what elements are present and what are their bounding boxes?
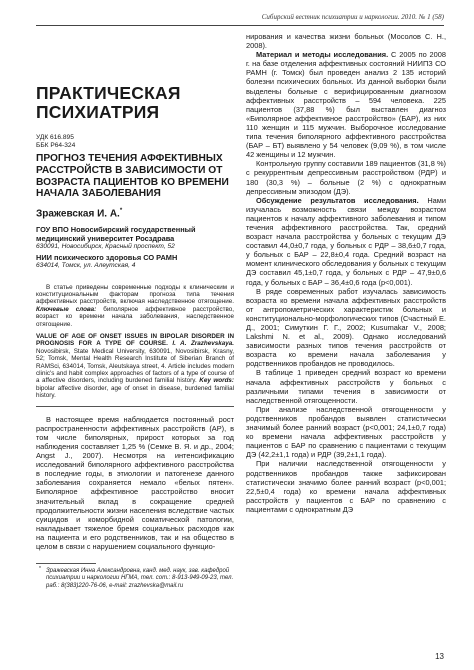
paragraph bbox=[246, 459, 446, 514]
paragraph bbox=[246, 50, 446, 159]
paragraph-text: С 2005 по 2008 г. на базе отделения аффективных состояний НИИПЗ СО РАМН (г. Томск) был проведен анализ 2 135 историй болезни психических больных. Из данной выборки были выделены больные с верифицированным диагнозом аффективных расстройств – 594 человека. 225 пациентов (37,88 %) был выставлен диагноз «Биполярное аффективное расстройство» (БАР), из них 110 женщин и 115 мужчин. Выборочное исследование типа течения биполярного аффективного расстройства (БАР – БТ) выявлено у 54 человек (9,09 %), в том числе 42 женщины и 12 мужчин. bbox=[246, 50, 446, 160]
abstract-en bbox=[36, 333, 234, 400]
paragraph-text: При анализе наследственной отягощенности у родственников пробандов выявлен статистически значимый более ранний возраст (p<0,001; 24,1±0,7 года) ко времени начала аффективных расстройств у пациентов с БАР по сравнению с пациентами с текущим ДЭ (42,2±1,1 года) и РДР (39,2±1,1 года). bbox=[246, 404, 446, 460]
paragraph bbox=[246, 368, 446, 404]
author-line bbox=[36, 207, 234, 218]
affiliation bbox=[36, 253, 234, 270]
abstract-divider bbox=[36, 406, 234, 407]
affiliation-address: 634014, Томск, ул. Алеутская, 4 bbox=[36, 261, 136, 269]
bbk-code: ББК Р64-324 bbox=[36, 142, 76, 149]
paragraph-text: Нами изучалась возможность связи между возрастом пациентов к началу аффективного заболевания и типом течения аффективного расстройства. Так, средний возраст начала расстройства у больных с текущим ДЭ составил 44,0±0,7 года, у больных с РДР – 38,6±0,7 года, у больных с БАР – 22,8±0,4 года. Средний возраст на момент клинического обследования у больных с текущим ДЭ составил 45,1±0,7 года, у больных с РДР – 47,9±0,6 года, у больных с БАР – 36,4±0,6 года (p<0,001). bbox=[246, 195, 446, 287]
abstract-en-author: I. A. Zrazhevskaya. bbox=[172, 340, 235, 348]
affiliation bbox=[36, 225, 234, 251]
abstract-en-keywords-label: Key words: bbox=[199, 377, 235, 385]
article-title: ПРОГНОЗ ТЕЧЕНИЯ АФФЕКТИВНЫХ РАССТРОЙСТВ В ЗАВИСИМОСТИ ОТ ВОЗРАСТА ПАЦИЕНТОВ КО ВРЕМЕНИ НАЧАЛА ЗАБОЛЕВАНИЯ bbox=[36, 153, 229, 200]
paragraph-text: В ряде современных работ изучалась зависимость возраста ко времени начала аффективных расстройств от антропометрических характеристик больных и конституционально-морфологических типов (Счастный Е. Д., 2001; Симуткин Г. Г., 2002; Kusumakar V., 2008; Lakshmi N. et al., 2009). Однако исследований зависимости разных типов течения расстройств от возраста ко времени начала заболевания у родственников пробандов не проводилось. bbox=[246, 286, 446, 369]
paragraph bbox=[246, 405, 446, 460]
paragraph bbox=[246, 287, 446, 369]
udk-code: УДК 616.895 bbox=[36, 134, 74, 141]
abstract-ru bbox=[36, 284, 234, 328]
subsection-heading: Обсуждение результатов исследования. bbox=[256, 195, 419, 205]
abstract-en-keywords: bipolar affective disorder, age of onset in disease, burdened familial history. bbox=[36, 384, 234, 400]
abstract-ru-keywords-label: Ключевые слова: bbox=[36, 305, 97, 313]
classification-codes bbox=[36, 134, 234, 150]
paragraph bbox=[246, 32, 446, 50]
footnote-rule bbox=[36, 563, 96, 564]
paragraph-text: Контрольную группу составили 189 пациентов (31,8 %) с рекуррентным депрессивным расстройством (РДР) и 180 (30,3 %) – больные (2 %) с однократным депрессивным эпизодом (ДЭ). bbox=[246, 159, 446, 196]
right-column bbox=[246, 32, 446, 514]
section-title: ПРАКТИЧЕСКАЯ ПСИХИАТРИЯ bbox=[36, 83, 181, 122]
author-footnote-mark: * bbox=[119, 208, 123, 215]
page-number: 13 bbox=[435, 652, 444, 661]
paragraph-text: При наличии наследственной отягощенности у родственников пробандов также зафиксирован статистически значимо более ранний возраст (p<0,001; 22,5±0,4 года) ко времени начала аффективных расстройств у пациентов с БАР по сравнению с пациентами с однократным ДЭ bbox=[246, 459, 446, 514]
right-body-text bbox=[246, 32, 446, 514]
left-body-text bbox=[36, 415, 234, 551]
paragraph-text: нирования и качества жизни больных (Мосолов С. Н., 2008). bbox=[246, 32, 446, 51]
abstract-ru-keywords: биполярное аффективное расстройство, возраст ко времени начала заболевания, наследственное отягощение. bbox=[36, 305, 234, 328]
subsection-heading: Материал и методы исследования. bbox=[256, 50, 389, 60]
abstract-en-title: VALUE OF AGE OF ONSET ISSUES IN BIPOLAR DISORDER IN PROGNOSIS FOR A TYPE OF COURSE. bbox=[36, 333, 234, 348]
footnote-text: Зражевская Инна Александровна, канд. мед. наук, зав. кафедрой психиатрии и наркологии НГМА, тел. сот.: 8-913-949-09-23, тел. раб.: 8(383)220-76-06, e-mail: zrazhevska@mail.ru bbox=[46, 568, 234, 589]
paragraph-text: В таблице 1 приведен средний возраст ко времени начала аффективных расстройств у больных с различными типами течения в зависимости от наследственной отягощенности. bbox=[246, 368, 446, 405]
author-name: Зражевская И. А. bbox=[36, 208, 120, 220]
running-head: Сибирский вестник психиатрии и наркологии. 2010. № 1 (58) bbox=[261, 13, 444, 21]
affiliation-org: ГОУ ВПО Новосибирский государственный медицинский университет Росздрава bbox=[36, 224, 196, 243]
author-footnote bbox=[36, 568, 234, 590]
left-column bbox=[36, 32, 234, 590]
paragraph bbox=[246, 159, 446, 195]
abstract-en-text: Novosibirsk, State Medical University, 630091, Novosibirsk, Krasny, 52; Tomsk, Mental Health Research Institute of Siberian Branch of RAMSci, 634014, Tomsk, Aleutskaya street, 4. Article includes modern clinic's and habit complex approaches of factors of a type of course of a affective disorders, including burdened familial history. bbox=[36, 347, 234, 385]
abstract-ru-text: В статье приведены современные подходы к клиническим и конституциональным факторам прогноза типа течения аффективных расстройств, включая наследственное отягощение. bbox=[36, 283, 234, 306]
header-rule bbox=[36, 25, 444, 26]
affiliations bbox=[36, 225, 234, 270]
paragraph: В настоящее время наблюдается постоянный рост распространенности аффективных расстройств (АР), в том числе биполярных, прирост которых за год наблюдения составляет 1,25 % (Семке В. Я. и др., 2004; Angst J., 2007). Несмотря на интенсификацию исследований биполярного аффективного расстройства в последние годы, в этиологии и патогенезе данного заболевания сохраняется немало «белых пятен». Биполярное аффективное расстройство вносит значительный вклад в сокращение средней продолжительности жизни населения вследствие частых суицидов и коморбидной соматической патологии, накладывает тяжелое бремя социальных расходов как на пациента и его родственников, так и на общество в целом в связи с нарушением социального функцио- bbox=[36, 414, 234, 552]
affiliation-address: 630091, Новосибирск, Красный проспект, 52 bbox=[36, 242, 175, 250]
footnote-mark: * bbox=[39, 566, 41, 573]
affiliation-org: НИИ психического здоровья СО РАМН bbox=[36, 252, 178, 262]
paragraph bbox=[246, 196, 446, 287]
